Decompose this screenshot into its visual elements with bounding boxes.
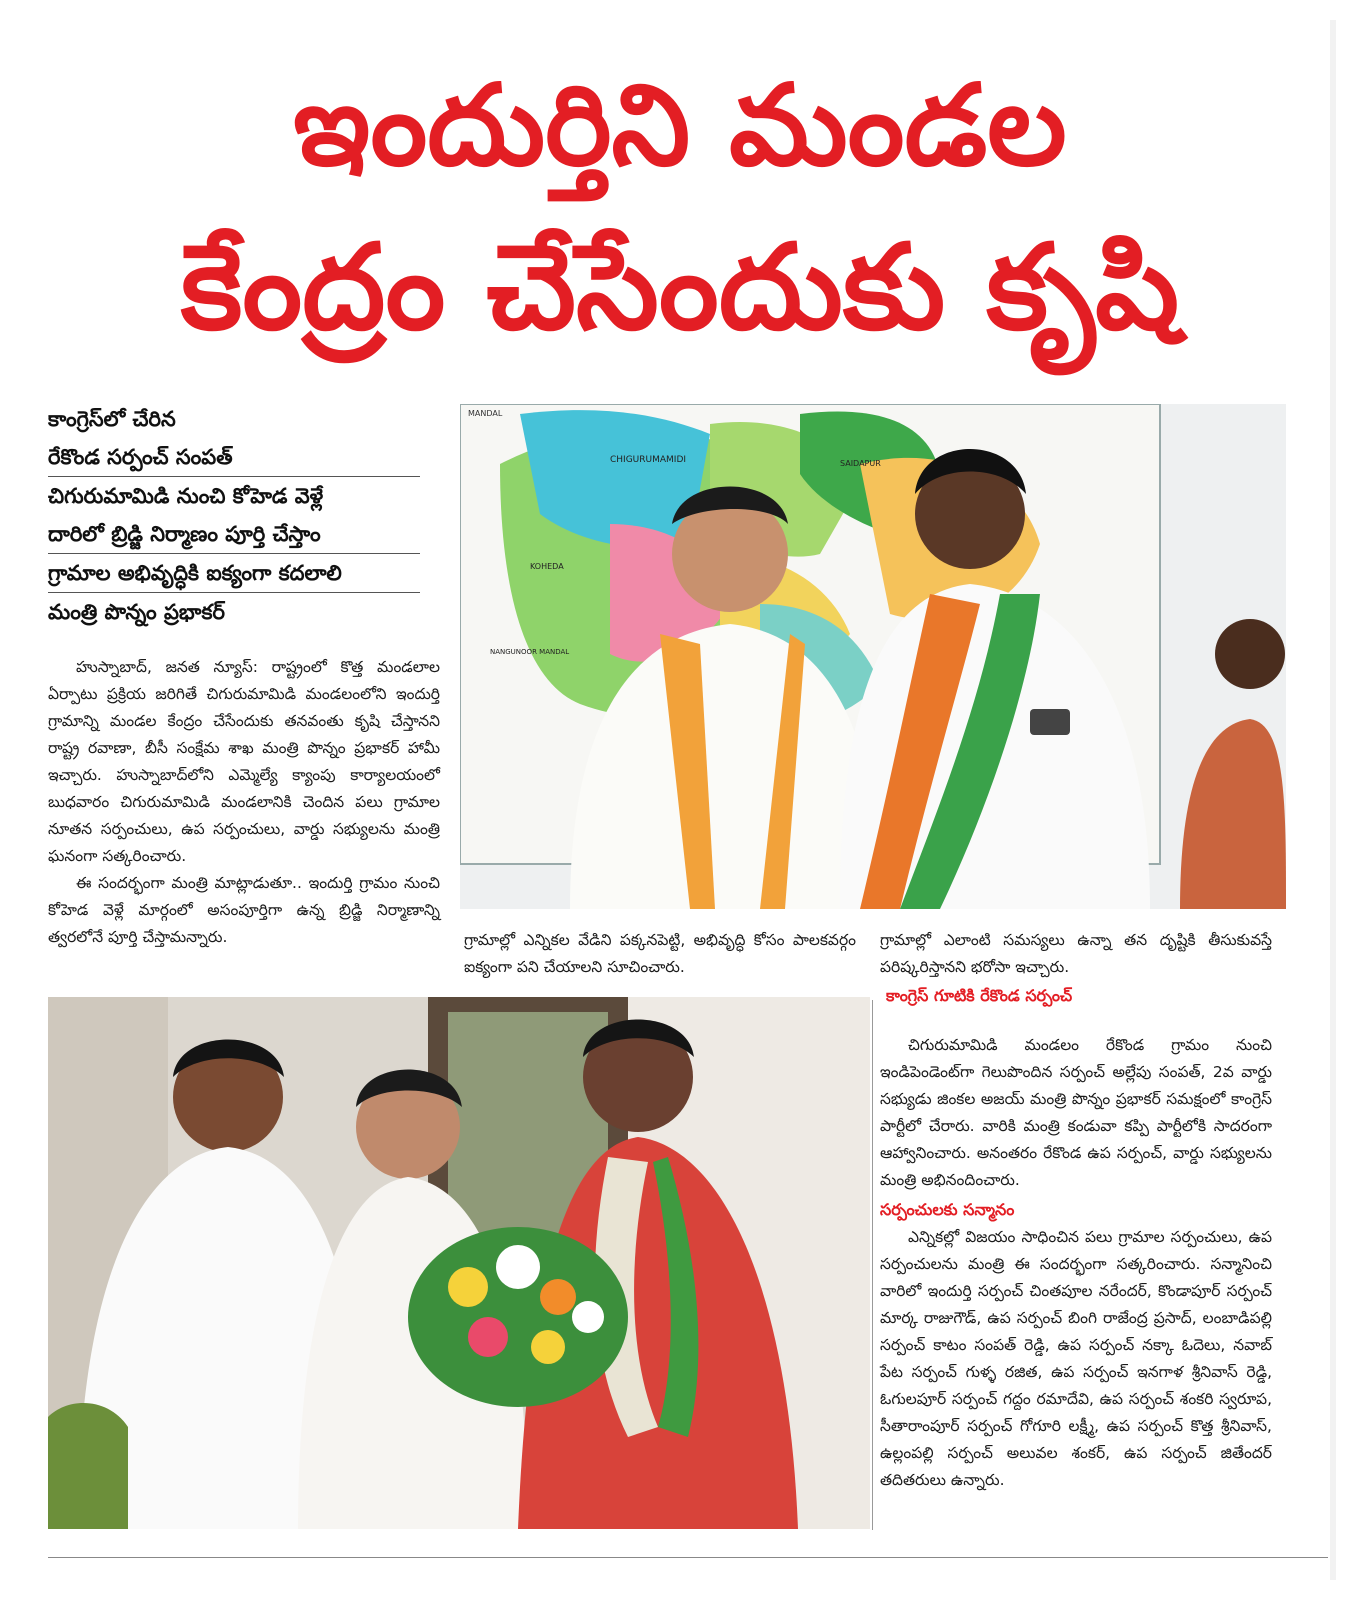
paragraph: గ్రామాల్లో ఎలాంటి సమస్యలు ఉన్నా తన దృష్టికి తీసుకువస్తే పరిష్కరిస్తానని భరోసా ఇచ్చారు. [880,931,1272,976]
column-divider [872,1000,873,1530]
page-edge [1330,20,1336,1580]
map-label: SAIDAPUR [840,459,881,468]
photo-felicitation-bouquet [48,997,870,1529]
deck-line: చిగురుమామిడి నుంచి కోహెడ వెళ్లే [48,484,324,508]
paragraph: హుస్నాబాద్, జనత న్యూస్: రాష్ట్రంలో కొత్త మండలాల ఏర్పాటు ప్రక్రియ జరిగితే చిగురుమామిడి మండలంలోని ఇందుర్తి గ్రామాన్ని మండల కేంద్రం చేసేందుకు తనవంతు కృషి చేస్తానని రాష్ట్ర రవాణా, బీసీ సంక్షేమ శాఖ మంత్రి పొన్నం ప్రభాకర్ హామీ ఇచ్చారు. హుస్నాబాద్‌లోని ఎమ్మెల్యే క్యాంపు కార్యాలయంలో బుధవారం చిగురుమామిడి మండలానికి చెందిన పలు గ్రామాల నూతన సర్పంచులు, ఉప సర్పంచులు, వార్డు సభ్యులను మంత్రి ఘనంగా సత్కరించారు. [48,658,440,865]
article-body-right-top [880,927,1272,981]
photo-illustration [48,997,870,1529]
map-label: CHIGURUMAMIDI [610,455,687,465]
section-heading-felicitation: సర్పంచులకు సన్మానం [880,1200,1015,1219]
paragraph: ఎన్నికల్లో విజయం సాధించిన పలు గ్రామాల సర్పంచులు, ఉప సర్పంచులను మంత్రి ఈ సందర్భంగా సత్కరించారు. సన్మానించి వారిలో ఇందుర్తి సర్పంచ్ చింతపూల నరేందర్, కొండాపూర్ సర్పంచ్ మార్క రాజుగౌడ్, ఉప సర్పంచ్ బింగి రాజేంద్ర ప్రసాద్, లంబాడిపల్లి సర్పంచ్ కాటం సంపత్ రెడ్డి, ఉప సర్పంచ్ నక్కా ఓదెలు, నవాబ్ పేట సర్పంచ్ గుళ్ళ రజిత, ఉప సర్పంచ్ ఇనగాళ శ్రీనివాస్ రెడ్డి, ఓగులపూర్ సర్పంచ్ గద్దం రమాదేవి, ఉప సర్పంచ్ శంకరి స్వరూప, సీతారాంపూర్ సర్పంచ్ గోగూరి లక్ష్మీ, ఉప సర్పంచ్ కొత్త శ్రీనివాస్, ఉల్లంపల్లి సర్పంచ్ అలువల శంకర్, ఉప సర్పంచ్ జితేందర్ తదితరులు ఉన్నారు. [880,1228,1272,1489]
article-body-left [48,654,440,951]
deck-line: గ్రామాల అభివృద్ధికి ఐక్యంగా కదలాలి [48,554,420,593]
headline-line-2: కేంద్రం చేసేందుకు కృషి [180,218,1180,356]
photo-minister-with-sarpanch [460,404,1286,909]
bottom-rule [48,1557,1328,1558]
deck-line: దారిలో బ్రిడ్జి నిర్మాణం పూర్తి చేస్తాం [48,515,420,554]
paragraph: గ్రామాల్లో ఎన్నికల వేడిని పక్కనపెట్టి, అభివృద్ధి కోసం పాలకవర్గం ఐక్యంగా పని చేయాలని సూచించారు. [464,931,856,976]
article-body-middle [464,927,856,981]
deck-line: మంత్రి పొన్నం ప్రభాకర్ [48,600,225,624]
headline-line-1: ఇందుర్తిని మండల [293,61,1067,191]
article-body-right [880,1032,1272,1494]
map-label: KOHEDA [530,562,564,571]
paragraph: చిగురుమామిడి మండలం రేకొండ గ్రామం నుంచి ఇండిపెండెంట్‌గా గెలుపొందిన సర్పంచ్ అల్లేపు సంపత్, 2వ వార్డు సభ్యుడు జింకల అజయ్ మంత్రి పొన్నం ప్రభాకర్ సమక్షంలో కాంగ్రెస్ పార్టీలో చేరారు. వారికి మంత్రి కండువా కప్పి పార్టీలోకి సాదరంగా ఆహ్వానించారు. అనంతరం రేకొండ ఉప సర్పంచ్, వార్డు సభ్యులను మంత్రి అభినందించారు. [880,1036,1272,1189]
sub-headlines [48,400,420,631]
map-label: MANDAL [468,409,503,418]
section-heading-congress-join: కాంగ్రెస్ గూటికి రేకొండ సర్పంచ్ [886,986,1073,1005]
map-label: NANGUNOOR MANDAL [490,648,570,656]
photo-illustration [460,404,1286,909]
deck-line: కాంగ్రెస్‌లో చేరిన [48,407,176,431]
deck-line: రేకొండ సర్పంచ్ సంపత్ [48,438,420,477]
paragraph: ఈ సందర్భంగా మంత్రి మాట్లాడుతూ.. ఇందుర్తి గ్రామం నుంచి కోహెడ వెళ్లే మార్గంలో అసంపూర్తిగా ఉన్న బ్రిడ్జి నిర్మాణాన్ని త్వరలోనే పూర్తి చేస్తామన్నారు. [48,874,440,946]
